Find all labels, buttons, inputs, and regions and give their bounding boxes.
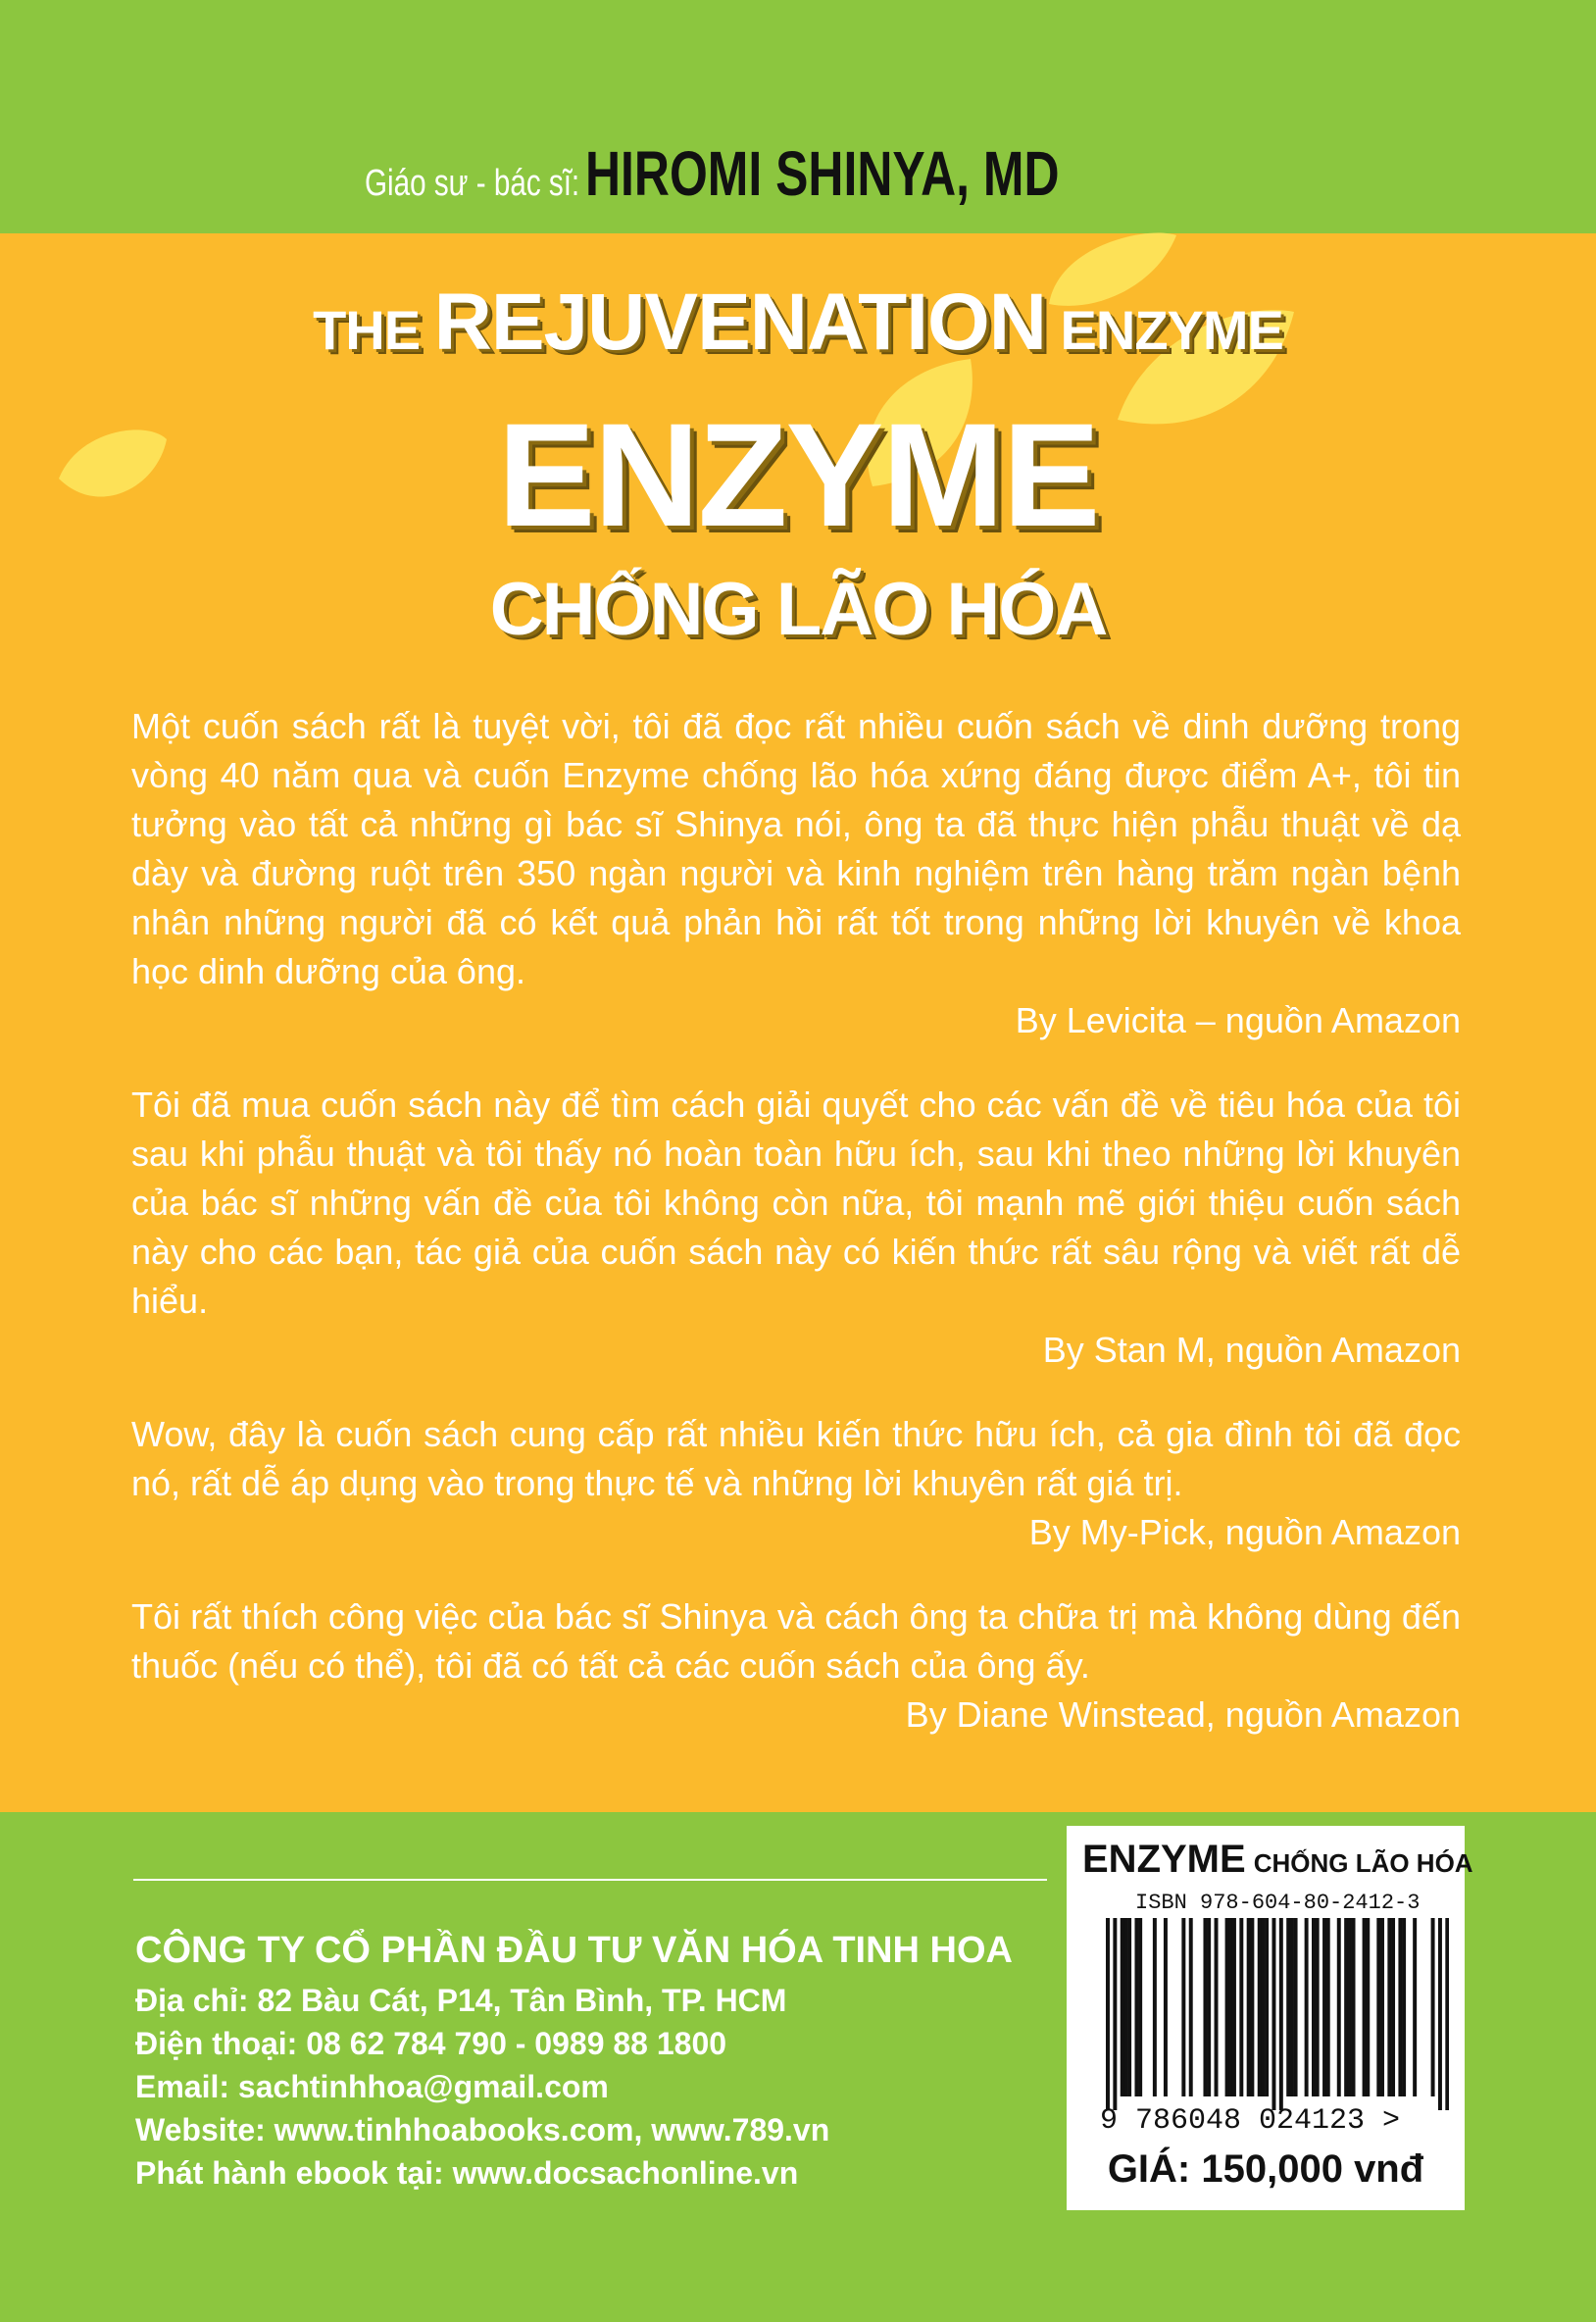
yellow-panel [0,233,1596,1812]
review [131,1081,1461,1375]
review-text: Tôi đã mua cuốn sách này để tìm cách giải quyết cho các vấn đề về tiêu hóa của tôi sau khi phẫu thuật và tôi thấy nó hoàn toàn hữu ích, sau khi theo những lời khuyên của bác sĩ những vấn đề của tôi không còn nữa, tôi mạnh mẽ giới thiệu cuốn sách này cho các bạn, tác giả của cuốn sách này có kiến thức rất sâu rộng và viết rất dễ hiểu. [131,1085,1461,1321]
barcode-bar [1312,1918,1316,2096]
barcode-bar [1438,1918,1442,2110]
barcode-bar [1239,1918,1243,2096]
barcode-bar [1352,1918,1356,2096]
barcode-bar [1164,1918,1168,2096]
english-title [0,277,1596,369]
barcode-bar [1366,1918,1370,2096]
barcode-bar [1106,1918,1110,2110]
isbn-label: ISBN 978-604-80-2412-3 [1135,1891,1421,1915]
review-text: Wow, đây là cuốn sách cung cấp rất nhiều kiến thức hữu ích, cả gia đình tôi đã đọc nó, rất dễ áp dụng vào trong thực tế và những lời khuyên rất giá trị. [131,1414,1461,1503]
top-green-band [0,0,1596,233]
barcode-bar [1348,1918,1352,2096]
barcode-bar [1258,1918,1262,2096]
author-prefix: Giáo sư - bác sĩ: [365,163,580,204]
subtitle: CHỐNG LÃO HÓA [489,568,1107,651]
barcode-title-sub: CHỐNG LÃO HÓA [1253,1848,1473,1878]
divider [133,1879,1047,1881]
review-text: Tôi rất thích công việc của bác sĩ Shinya và cách ông ta chữa trị mà không dùng đến thuốc (nếu có thể), tôi đã có tất cả các cuốn sách của ông ấy. [131,1596,1461,1686]
barcode-title [1082,1838,1473,1882]
english-title-the: THE [313,299,434,361]
barcode-bar [1247,1918,1251,2096]
barcode-box [1067,1826,1473,2210]
barcode-bar [1391,1918,1395,2096]
barcode-bar [1376,1918,1380,2096]
publisher-address: Địa chỉ: 82 Bàu Cát, P14, Tân Bình, TP. HCM [135,1983,787,2018]
barcode-bar [1387,1918,1391,2096]
main-title: ENZYME [497,392,1099,557]
barcode-bar [1189,1918,1193,2096]
review-author: By My-Pick, nguồn Amazon [1028,1512,1461,1552]
english-title-rejuvenation: REJUVENATION [433,278,1046,367]
barcode-bar [1228,1918,1232,2096]
author-line [365,137,1193,216]
barcode-bar [1344,1918,1348,2096]
barcode-bar [1225,1918,1229,2096]
barcode-bar [1380,1918,1384,2096]
review [131,702,1461,1045]
barcode-bar [1272,1918,1275,2110]
barcode-bar [1398,1918,1402,2096]
publisher-email: Email: sachtinhhoa@gmail.com [135,2069,609,2104]
barcode-bar [1316,1918,1320,2096]
publisher-info [135,1922,1037,2195]
publisher-ebook: Phát hành ebook tại: www.docsachonline.vn [135,2155,799,2191]
barcode-bar [1322,1918,1326,2096]
barcode-bar [1232,1918,1236,2096]
barcode-title-enzyme: ENZYME [1082,1838,1246,1881]
barcode-bar [1337,1918,1341,2096]
price: GIÁ: 150,000 vnđ [1107,2147,1424,2191]
barcode-bar [1138,1918,1142,2096]
barcode-bar [1326,1918,1330,2096]
barcode-bar [1261,1918,1265,2096]
barcode-bar [1207,1918,1211,2096]
publisher-name: CÔNG TY CỔ PHẦN ĐẦU TƯ VĂN HÓA TINH HOA [135,1930,1013,1971]
barcode-bar [1153,1918,1157,2096]
barcode-bar [1127,1918,1131,2096]
english-title-enzyme: ENZYME [1045,299,1283,361]
publisher-phone: Điện thoại: 08 62 784 790 - 0989 88 1800 [135,2026,727,2061]
review-author: By Levicita – nguồn Amazon [1015,1000,1461,1040]
barcode-bar [1250,1918,1254,2096]
barcode-bar [1121,1918,1124,2096]
barcode-bar [1265,1918,1269,2096]
barcode-bar [1413,1918,1417,2096]
review [131,1592,1461,1740]
publisher-website: Website: www.tinhhoabooks.com, www.789.vn [135,2112,830,2147]
review-text: Một cuốn sách rất là tuyệt vời, tôi đã đọc rất nhiều cuốn sách về dinh dưỡng trong vòng 40 năm qua và cuốn Enzyme chống lão hóa xứng đáng được điểm A+, tôi tin tưởng vào tất cả những gì bác sĩ Shinya nói, ông ta đã thực hiện phẫu thuật về dạ dày và đường ruột trên 350 ngàn người và kinh nghiệm trên hàng trăm ngàn bệnh nhân những người đã có kết quả phản hồi rất tốt trong những lời khuyên về khoa học dinh dưỡng của ông. [131,706,1461,991]
barcode-bar [1294,1918,1298,2096]
barcode-bar [1134,1918,1138,2096]
reviews [131,702,1461,1775]
barcode-digits: 9 786048 024123 > [1100,2104,1401,2138]
review [131,1410,1461,1557]
author-name: HIROMI SHINYA, MD [585,138,1060,209]
barcode-bar [1402,1918,1406,2096]
review-author: By Stan M, nguồn Amazon [1042,1330,1461,1370]
barcode-bar [1215,1918,1219,2096]
barcode-bar [1181,1918,1185,2096]
barcode-bar [1305,1918,1309,2096]
barcode-bar [1113,1918,1117,2110]
barcode-bar [1123,1918,1127,2096]
barcode-bar [1290,1918,1294,2096]
barcode-icon [1106,1918,1449,2110]
barcode-bar [1363,1918,1367,2096]
barcode-bar [1431,1918,1435,2096]
barcode-bar [1286,1918,1290,2096]
barcode-bar [1445,1918,1449,2110]
barcode-bar [1203,1918,1207,2096]
review-author: By Diane Winstead, nguồn Amazon [905,1694,1461,1735]
barcode-bar [1279,1918,1283,2110]
